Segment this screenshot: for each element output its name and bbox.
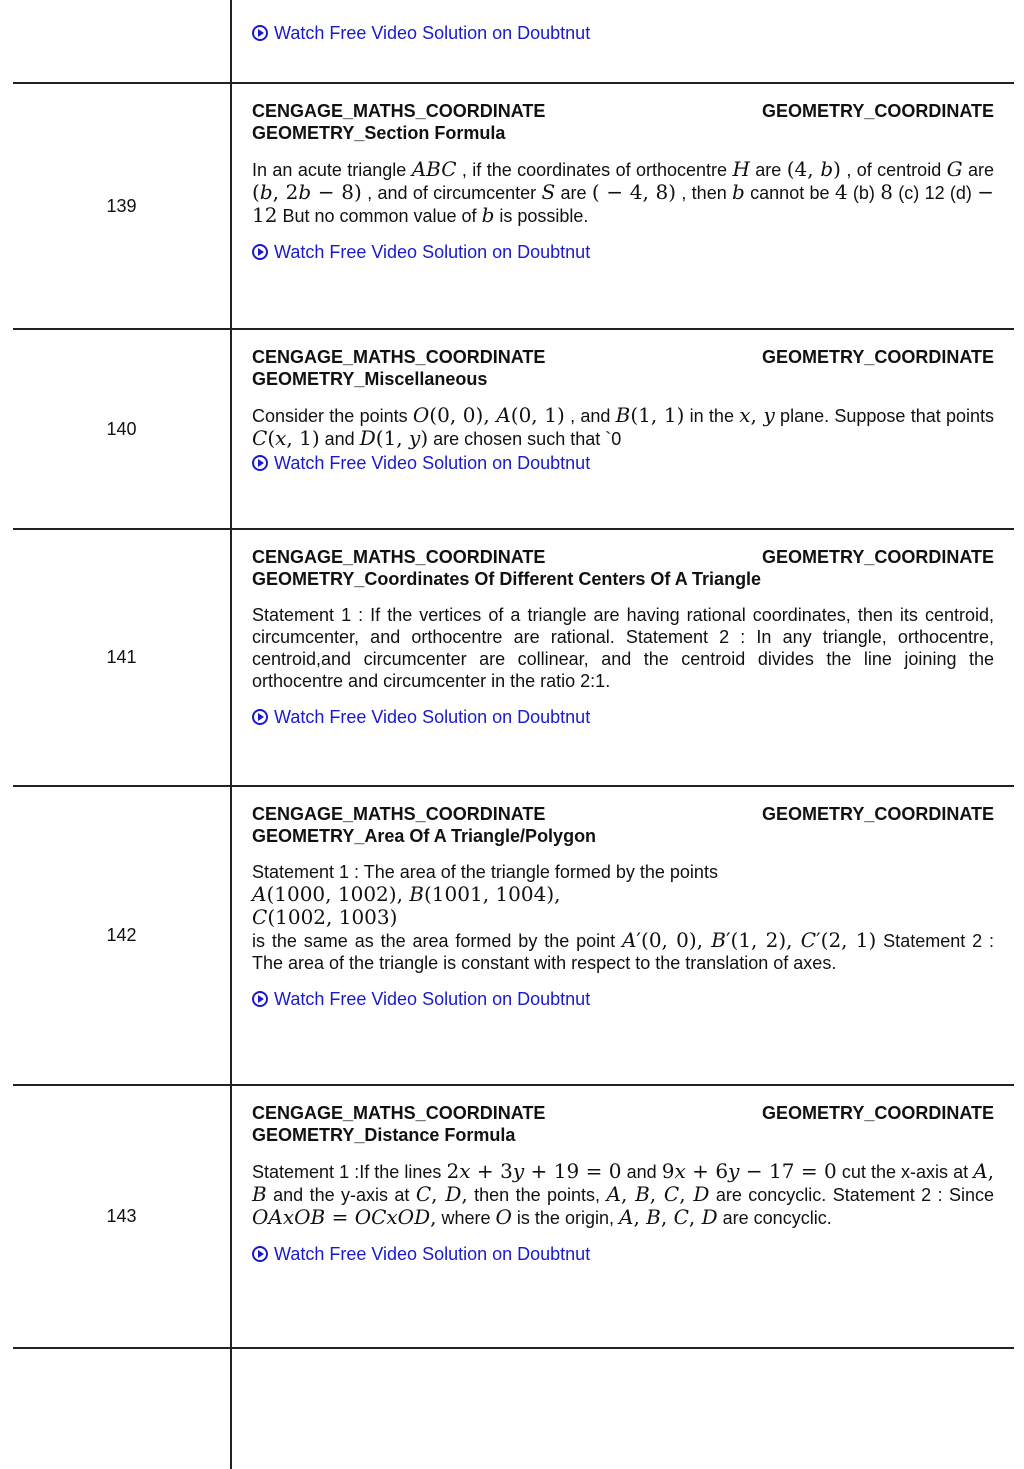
question-cell [252, 100, 994, 263]
watch-video-label: Watch Free Video Solution on Doubtnut [274, 242, 591, 262]
header-subject: CENGAGE_MATHS_COORDINATE [252, 547, 546, 567]
table-row [13, 530, 1014, 787]
question-cell [252, 546, 994, 728]
watch-video-label: Watch Free Video Solution on Doubtnut [274, 1244, 591, 1264]
question-header [252, 346, 994, 390]
table-row [13, 330, 1014, 530]
question-number: 143 [13, 1086, 232, 1347]
question-number: 139 [13, 84, 232, 328]
question-text: Statement 1 : If the vertices of a triangle are having rational coordinates, then its centroid, circumcenter, and orthocentre are rational. Statement 2 : In any triangle, orthocentre, centroid,and circumcenter are collinear, and the centroid divides the line joining the orthocentre and circumcenter in the ratio 2:1. [252, 605, 994, 691]
play-circle-icon [252, 25, 268, 41]
question-cell [252, 803, 994, 1010]
watch-video-label: Watch Free Video Solution on Doubtnut [274, 453, 591, 473]
header-topic: GEOMETRY_Coordinates Of Different Centers Of A Triangle [252, 569, 762, 589]
table-row [13, 0, 1014, 84]
question-number: 142 [13, 787, 232, 1084]
watch-video-link[interactable] [252, 1243, 994, 1265]
question-text: Statement 1 : The area of the triangle formed by the points A(1000, 1002), B(1001, 1004), C(1002, 1003) is the same as the area formed by the point A′(0, 0), B′(1, 2), C′(2, 1) Statement 2 : The area of the triangle is constant with respect to the translation of axes. [252, 862, 995, 973]
header-chapter: GEOMETRY_COORDINATE [761, 347, 994, 367]
question-header [252, 100, 994, 144]
question-text: Consider the points O(0, 0), A(0, 1) , and B(1, 1) in the x, y plane. Suppose that points C(x, 1) and D(1, y) are chosen such that `0 [252, 403, 995, 450]
header-topic: GEOMETRY_Section Formula [252, 123, 506, 143]
header-topic: GEOMETRY_Miscellaneous [252, 369, 488, 389]
play-circle-icon [252, 709, 268, 725]
header-topic: GEOMETRY_Area Of A Triangle/Polygon [252, 826, 597, 846]
header-topic: GEOMETRY_Distance Formula [252, 1125, 516, 1145]
question-text: In an acute triangle ABC , if the coordinates of orthocentre H are (4, b) , of centroid G are (b, 2b − 8) , and of circumcenter S are ( − 4, 8) , then b cannot be 4 (b) 8 (c) 12 (d) − 12 But no common value of b is possible. [252, 157, 995, 227]
question-number: 140 [13, 330, 232, 528]
table-row [13, 1086, 1014, 1349]
question-number [13, 1349, 232, 1469]
header-subject: CENGAGE_MATHS_COORDINATE [252, 804, 546, 824]
question-header [252, 1102, 994, 1146]
header-subject: CENGAGE_MATHS_COORDINATE [252, 347, 546, 367]
question-number [13, 0, 232, 82]
header-chapter: GEOMETRY_COORDINATE [761, 101, 994, 121]
watch-video-link[interactable] [252, 988, 994, 1010]
header-subject: CENGAGE_MATHS_COORDINATE [252, 101, 546, 121]
watch-video-link[interactable] [252, 241, 994, 263]
watch-video-link[interactable] [252, 452, 994, 474]
question-header [252, 546, 994, 590]
header-chapter: GEOMETRY_COORDINATE [761, 547, 994, 567]
watch-video-label: Watch Free Video Solution on Doubtnut [274, 23, 591, 43]
watch-video-label: Watch Free Video Solution on Doubtnut [274, 989, 591, 1009]
question-number: 141 [13, 530, 232, 785]
watch-video-link[interactable] [252, 706, 994, 728]
question-text: Statement 1 :If the lines 2x + 3y + 19 = 0 and 9x + 6y − 17 = 0 cut the x-axis at A, B and the y-axis at C, D, then the points, A, B, C, D are concyclic. Statement 2 : Since OAxOB = OCxOD, where O is the origin, A, B, C, D are concyclic. [252, 1159, 995, 1229]
header-chapter: GEOMETRY_COORDINATE [761, 804, 994, 824]
header-subject: CENGAGE_MATHS_COORDINATE [252, 1103, 546, 1123]
question-cell [252, 1102, 994, 1265]
play-circle-icon [252, 1246, 268, 1262]
question-header [252, 803, 994, 847]
header-chapter: GEOMETRY_COORDINATE [761, 1103, 994, 1123]
question-cell [252, 20, 994, 44]
play-circle-icon [252, 244, 268, 260]
table-row [13, 787, 1014, 1086]
question-cell [252, 346, 994, 474]
play-circle-icon [252, 991, 268, 1007]
table-row [13, 84, 1014, 330]
watch-video-label: Watch Free Video Solution on Doubtnut [274, 707, 591, 727]
play-circle-icon [252, 455, 268, 471]
watch-video-link[interactable] [252, 22, 994, 44]
table-row [13, 1349, 1014, 1469]
